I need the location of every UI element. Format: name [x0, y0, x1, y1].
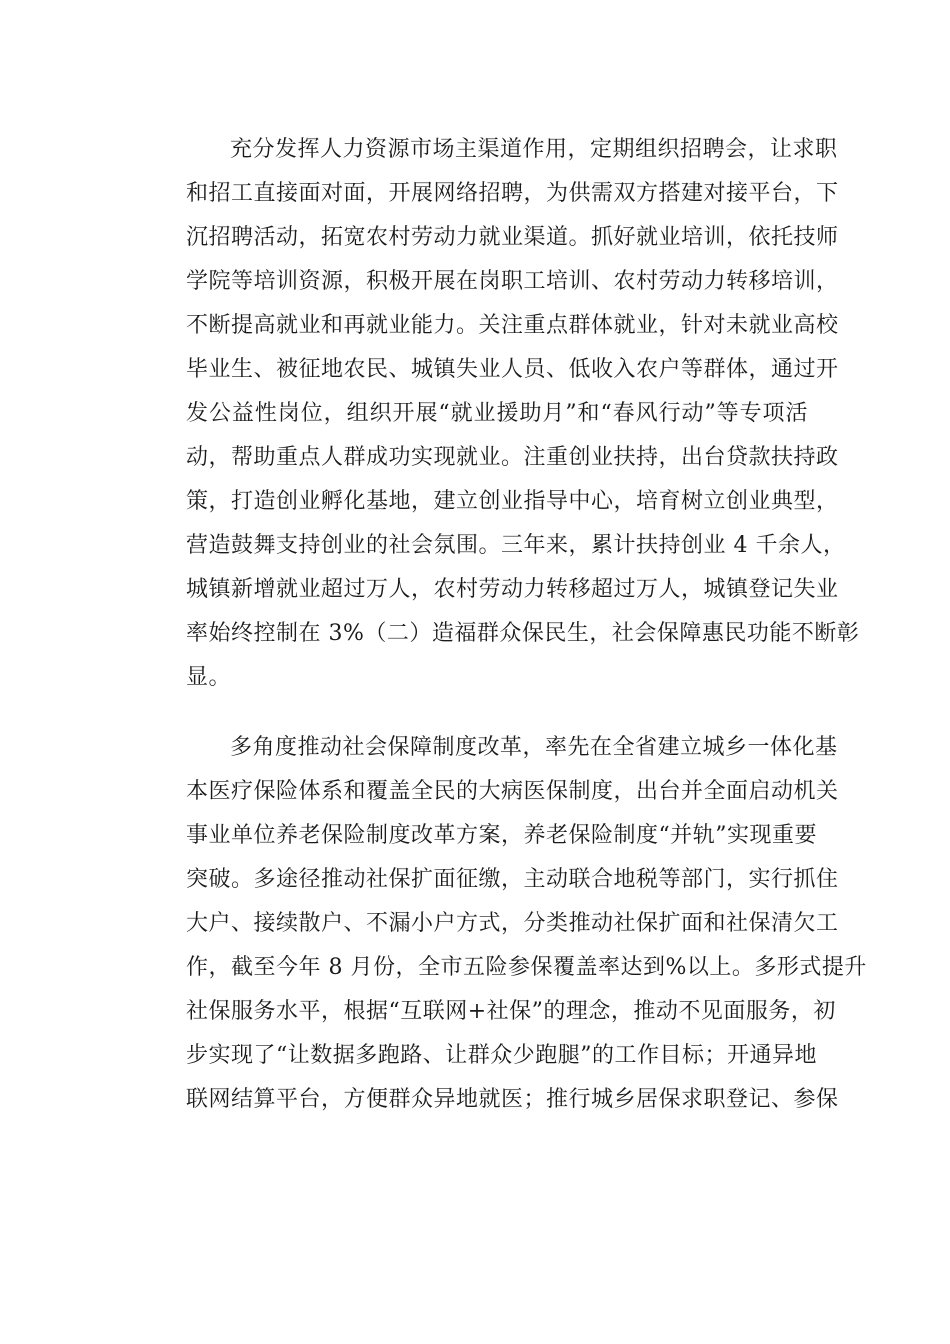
text-line: 本医疗保险体系和覆盖全民的大病医保制度，出台并全面启动机关 — [186, 779, 839, 804]
text-line: 事业单位养老保险制度改革方案，养老保险制度“并轨”实现重要 — [186, 823, 817, 848]
text-line: 和招工直接面对面，开展网络招聘，为供需双方搭建对接平台，下 — [186, 181, 839, 206]
text-line: 率始终控制在 3%（二）造福群众保民生，社会保障惠民功能不断彰 — [186, 621, 860, 646]
text-line: 营造鼓舞支持创业的社会氛围。三年来，累计扶持创业 4 千余人， — [186, 533, 846, 558]
text-line: 学院等培训资源，积极开展在岗职工培训、农村劳动力转移培训， — [186, 269, 839, 294]
text-line: 策，打造创业孵化基地，建立创业指导中心，培育树立创业典型， — [186, 489, 839, 514]
text-line: 沉招聘活动，拓宽农村劳动力就业渠道。抓好就业培训，依托技师 — [186, 225, 839, 250]
text-line: 动，帮助重点人群成功实现就业。注重创业扶持，出台贷款扶持政 — [186, 445, 839, 470]
text-line: 毕业生、被征地农民、城镇失业人员、低收入农户等群体，通过开 — [186, 357, 839, 382]
text-line: 步实现了“让数据多跑路、让群众少跑腿”的工作目标；开通异地 — [186, 1043, 817, 1068]
text-line: 显。 — [186, 665, 232, 690]
paragraph-social-security — [142, 726, 867, 1122]
text-line: 联网结算平台，方便群众异地就医；推行城乡居保求职登记、参保 — [186, 1087, 839, 1112]
text-line: 城镇新增就业超过万人，农村劳动力转移超过万人，城镇登记失业 — [186, 577, 839, 602]
text-line: 不断提高就业和再就业能力。关注重点群体就业，针对未就业高校 — [186, 313, 839, 338]
text-line: 充分发挥人力资源市场主渠道作用，定期组织招聘会，让求职 — [230, 137, 838, 162]
document-body — [142, 128, 867, 1122]
text-line: 社保服务水平，根据“互联网+社保”的理念，推动不见面服务，初 — [186, 999, 836, 1024]
text-line: 多角度推动社会保障制度改革，率先在全省建立城乡一体化基 — [230, 735, 838, 760]
text-line: 突破。多途径推动社保扩面征缴，主动联合地税等部门，实行抓住 — [186, 867, 839, 892]
text-line: 作，截至今年 8 月份，全市五险参保覆盖率达到%以上。多形式提升 — [186, 955, 867, 980]
text-line: 发公益性岗位，组织开展“就业援助月”和“春风行动”等专项活 — [186, 401, 808, 426]
paragraph-employment — [142, 128, 860, 700]
text-line: 大户、接续散户、不漏小户方式，分类推动社保扩面和社保清欠工 — [186, 911, 839, 936]
